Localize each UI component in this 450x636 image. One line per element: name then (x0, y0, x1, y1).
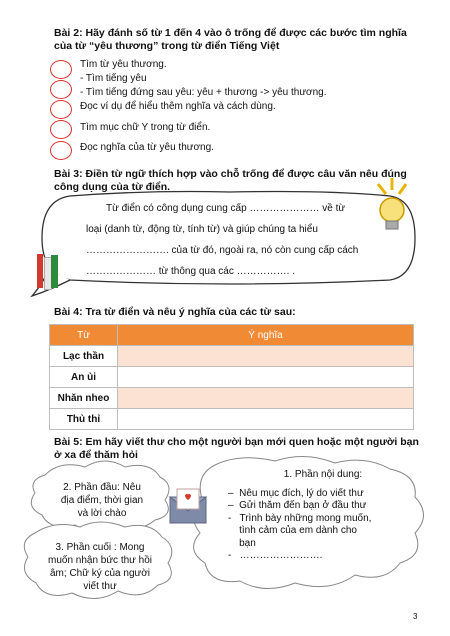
header-word: Từ (50, 325, 118, 346)
cloud3-text: 1. Phần nội dung: – Nêu mục đích, lý do viết thư – Gửi thăm đến bạn ở đầu thư - Trình bày những mong muốn, tình cảm của em dành cho bạn - ……………………. (228, 469, 372, 561)
page-number: 3 (413, 612, 418, 621)
section2-title: Bài 2: Hãy đánh số từ 1 đến 4 vào ô trống để được các bước tìm nghĩa của từ “yêu thương” trong từ điển Tiếng Việt (54, 27, 407, 52)
meaning-cell[interactable] (118, 367, 414, 388)
table-row (50, 367, 414, 388)
table-row (50, 409, 414, 430)
dictionary-table (49, 324, 414, 430)
step1-text: Tìm từ yêu thương. - Tìm tiếng yêu - Tìm tiếng đứng sau yêu: yêu + thương -> yêu thương. (80, 59, 327, 98)
cloud1-text: 2. Phần đầu: Nêu địa điểm, thời gian và lời chào (60, 482, 144, 519)
header-meaning: Ý nghĩa (118, 325, 414, 346)
word-cell: Lạc thần (50, 346, 118, 367)
section4-title: Bài 4: Tra từ điển và nêu ý nghĩa của các từ sau: (54, 306, 296, 318)
table-row (50, 388, 414, 409)
cloud2-text: 3. Phần cuối : Mong muốn nhận bức thư hồi âm; Chữ ký của người viết thư (47, 542, 152, 592)
meaning-cell[interactable] (118, 388, 414, 409)
fill-in-paragraph: Từ điển có công dụng cung cấp ………………… về từ loại (danh từ, động từ, tính từ) và giúp chúng ta hiểu ……………………. của từ đó, ngoài ra, nó còn cung cấp cách ………………… từ thông qua các ……………. . (86, 203, 359, 277)
answer-oval-3[interactable] (50, 100, 72, 119)
step4-text: Đọc nghĩa của từ yêu thương. (80, 142, 214, 153)
meaning-cell[interactable] (118, 346, 414, 367)
section3-title: Bài 3: Điền từ ngữ thích hợp vào chỗ trống để được câu văn nêu đúng công dụng của từ điển. (54, 168, 407, 193)
section5-title: Bài 5: Em hãy viết thư cho một người bạn mới quen hoặc một người bạn ở xa để thăm hỏi (54, 436, 419, 461)
answer-oval-2[interactable] (50, 80, 72, 99)
answer-oval-1[interactable] (50, 60, 72, 79)
table-row (50, 346, 414, 367)
answer-oval-5[interactable] (50, 141, 72, 160)
step3-text: Tìm mục chữ Y trong từ điển. (80, 122, 211, 133)
books-icon (35, 254, 63, 290)
word-cell: Thủ thỉ (50, 409, 118, 430)
word-cell: Nhăn nheo (50, 388, 118, 409)
envelope-icon (168, 487, 208, 525)
word-cell: An ủi (50, 367, 118, 388)
answer-oval-4[interactable] (50, 120, 72, 139)
meaning-cell[interactable] (118, 409, 414, 430)
step2-text: Đọc ví dụ để hiểu thêm nghĩa và cách dùng. (80, 101, 276, 112)
